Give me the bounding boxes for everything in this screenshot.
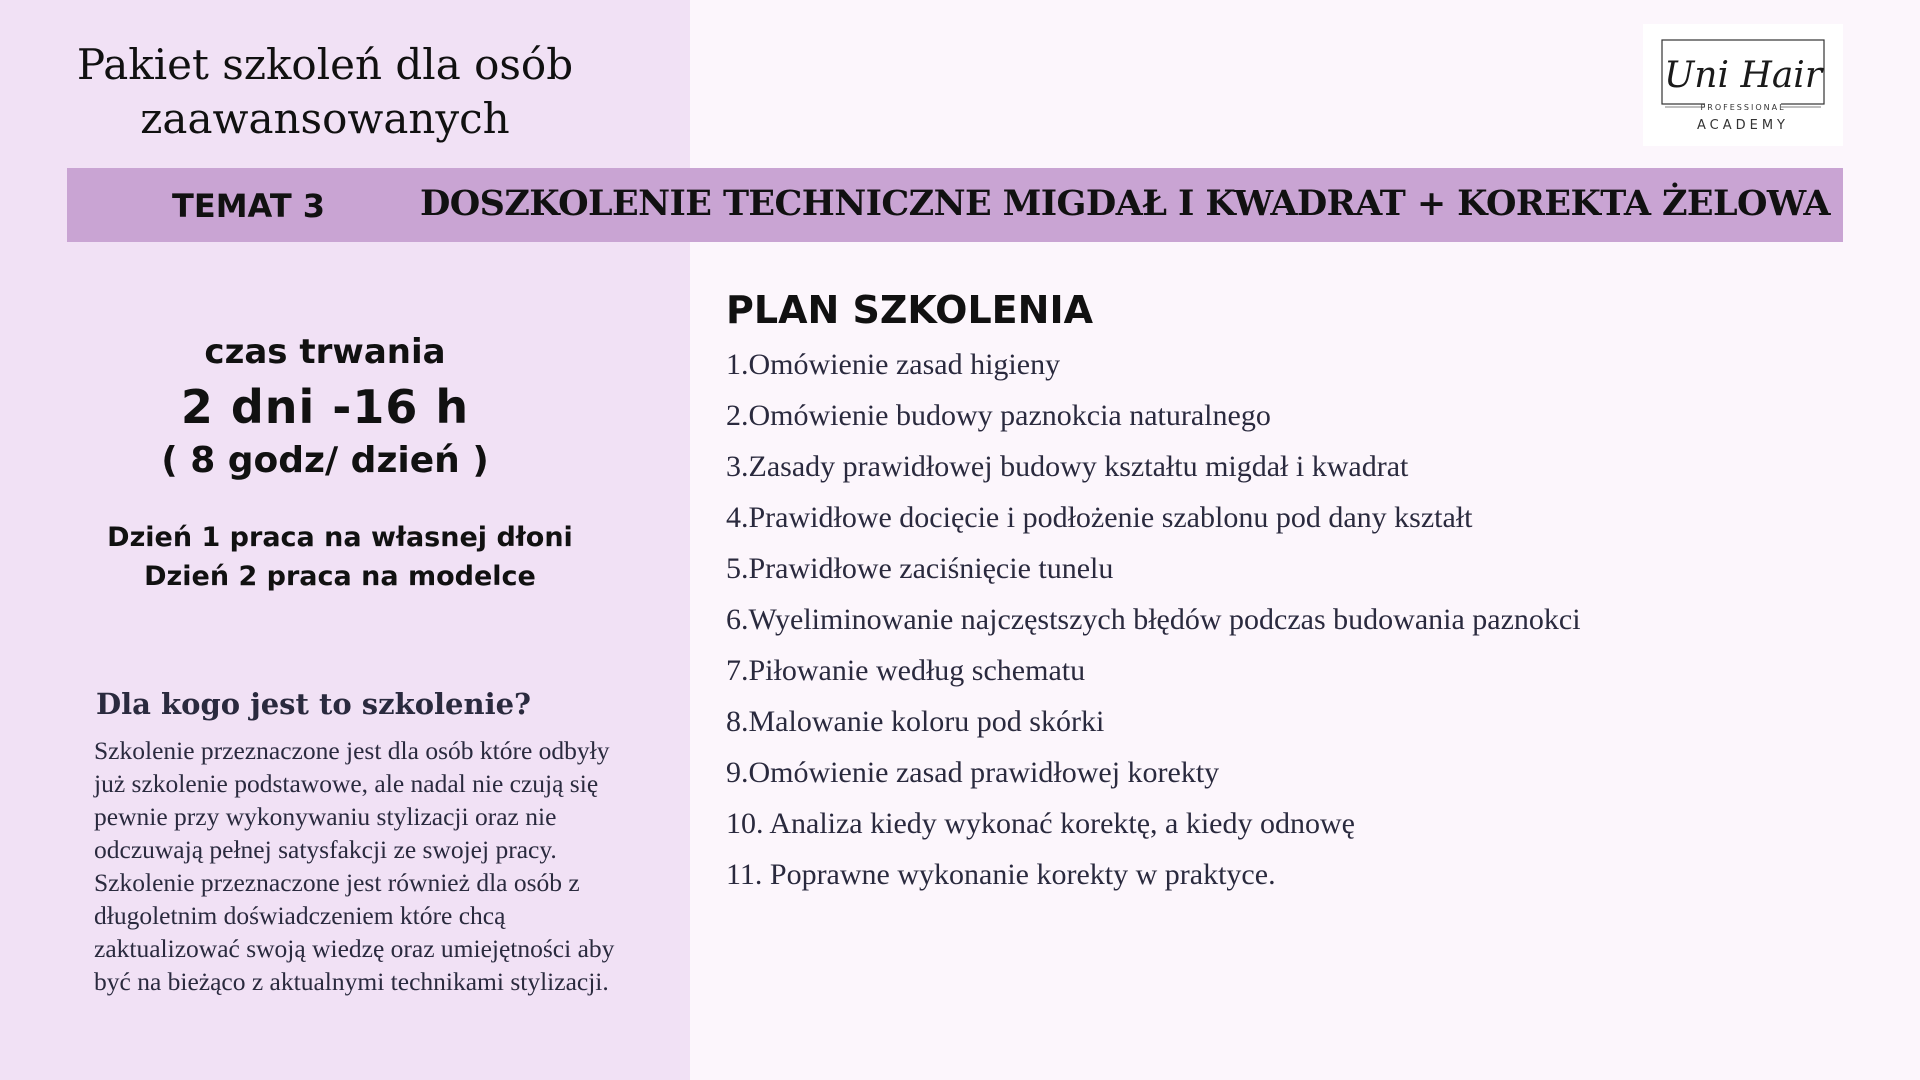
duration-value: 2 dni -16 h: [180, 380, 470, 434]
days-block: [70, 518, 610, 596]
logo-academy-text: ACADEMY: [1696, 118, 1790, 133]
plan-item: 6.Wyeliminowanie najczęstszych błędów podczas budowania paznokci: [726, 603, 1581, 636]
page-title-line-2: zaawansowanych: [140, 94, 510, 143]
audience-line: już szkolenie podstawowe, ale nadal nie czują się: [94, 769, 599, 798]
topic-banner: [67, 168, 1843, 242]
duration-label: czas trwania: [204, 332, 446, 372]
audience-description: [94, 734, 634, 998]
plan-item: 5.Prawidłowe zaciśnięcie tunelu: [726, 552, 1114, 585]
plan-heading: PLAN SZKOLENIA: [726, 288, 1093, 332]
plan-item: 4.Prawidłowe docięcie i podłożenie szablonu pod dany kształt: [726, 501, 1473, 534]
plan-item: 7.Piłowanie według schematu: [726, 654, 1086, 687]
day-1-description: Dzień 1 praca na własnej dłoni: [107, 522, 573, 553]
audience-heading: Dla kogo jest to szkolenie?: [96, 687, 532, 721]
plan-item: 2.Omówienie budowy paznokcia naturalnego: [726, 399, 1271, 432]
page-title-line-1: Pakiet szkoleń dla osób: [76, 40, 574, 89]
plan-item: 1.Omówienie zasad higieny: [726, 348, 1061, 381]
day-2-description: Dzień 2 praca na modelce: [144, 561, 536, 592]
page-title: [70, 38, 580, 146]
duration-block: [70, 326, 580, 486]
audience-line: być na bieżąco z aktualnymi technikami stylizacji.: [94, 967, 609, 996]
audience-line: odczuwają pełnej satysfakcji ze swojej pracy.: [94, 835, 557, 864]
plan-item: 9.Omówienie zasad prawidłowej korekty: [726, 756, 1220, 789]
plan-list: [726, 343, 1581, 904]
audience-line: Szkolenie przeznaczone jest dla osób które odbyły: [94, 736, 610, 765]
audience-line: pewnie przy wykonywaniu stylizacji oraz nie: [94, 802, 557, 831]
audience-line: zaktualizować swoją wiedzę oraz umiejętności aby: [94, 934, 615, 963]
academy-logo: [1643, 24, 1843, 146]
plan-item: 11. Poprawne wykonanie korekty w praktyce.: [726, 858, 1276, 891]
plan-item: 8.Malowanie koloru pod skórki: [726, 705, 1105, 738]
logo-graphic: [1643, 24, 1843, 146]
logo-script-text: Uni Hair: [1663, 55, 1823, 96]
plan-item: 3.Zasady prawidłowej budowy kształtu migdał i kwadrat: [726, 450, 1409, 483]
logo-subtitle-text: PROFESSIONAL: [1700, 103, 1786, 112]
duration-detail: ( 8 godz/ dzień ): [161, 440, 489, 481]
topic-title: DOSZKOLENIE TECHNICZNE MIGDAŁ I KWADRAT + KOREKTA ŻELOWA: [420, 183, 1830, 224]
audience-line: długoletnim doświadczeniem które chcą: [94, 901, 506, 930]
audience-line: Szkolenie przeznaczone jest również dla osób z: [94, 868, 580, 897]
topic-number: TEMAT 3: [172, 187, 326, 225]
plan-item: 10. Analiza kiedy wykonać korektę, a kiedy odnowę: [726, 807, 1355, 840]
